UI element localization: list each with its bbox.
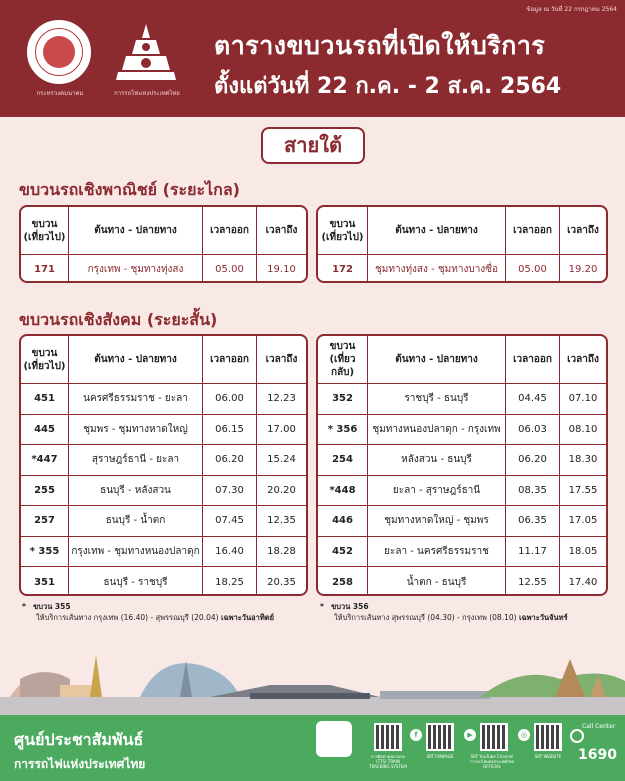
cell-arrive: 17.40 [568,576,598,588]
cell-train: 445 [21,415,69,445]
tts-app-icon[interactable] [316,721,352,757]
cell-arrive: 17.55 [568,484,598,496]
footer-subtitle: การรถไฟแห่งประเทศไทย [14,757,146,771]
short-distance-title: ขบวนรถเชิงสังคม (ระยะสั้น) [19,310,218,329]
cell-depart: 07.45 [203,506,257,536]
cell-depart: 06.35 [506,506,560,536]
skyline-illustration-icon [0,645,625,715]
qr-code-tts-icon[interactable] [374,723,402,751]
cell-route: ยะลา - นครศรีธรรมราช [368,537,506,567]
col-route: ต้นทาง - ปลายทาง [69,207,203,254]
col-train: ขบวน (เที่ยวไป) [21,207,69,254]
table-header-row [21,207,306,255]
header-banner [0,0,625,117]
cell-train: *448 [318,476,368,506]
page-subtitle-dates: ตั้งแต่วันที่ 22 ก.ค. - 2 ส.ค. 2564 [214,74,562,99]
cell-depart: 06.20 [203,445,257,475]
table-row [21,415,306,446]
cell-arrive: 12.35 [267,515,296,527]
cell-arrive: 17.00 [267,423,296,435]
srt-logo-caption: การรถไฟแห่งประเทศไทย [114,90,180,97]
cell-train: 254 [318,445,368,475]
srt-logo-icon [112,20,180,88]
qr-code-youtube-icon[interactable] [480,723,508,751]
region-label: สายใต้ [261,127,365,164]
cell-route: หลังสวน - ธนบุรี [368,445,506,475]
cell-arrive: 08.10 [568,423,598,435]
cell-depart: 06.20 [506,445,560,475]
cell-train: 446 [318,506,368,536]
cell-depart: 04.45 [506,384,560,414]
cell-arrive: 12.23 [267,393,296,405]
ministry-logo-icon [27,20,91,84]
cell-train: * 356 [318,415,368,445]
table-row [318,445,606,476]
cell-train: 258 [318,567,368,596]
col-arrive: เวลาถึง [265,225,298,236]
table-row [21,384,306,415]
cell-depart: 16.40 [203,537,257,567]
cell-arrive: 15.24 [267,454,296,466]
cell-arrive: 17.05 [568,515,598,527]
cell-depart: 18.25 [203,567,257,596]
cell-route: น้ำตก - ธนบุรี [368,567,506,596]
table-row [21,567,306,596]
cell-route: กรุงเทพ - ชุมทางหนองปลาดุก [69,537,203,567]
table-row: 171 กรุงเทพ - ชุมทางทุ่งสง 05.00 19.10 [21,255,306,283]
phone-icon [570,729,584,743]
cell-arrive: 20.35 [267,576,296,588]
cell-arrive: 18.28 [267,545,296,557]
cell-route: ธนบุรี - หลังสวน [69,476,203,506]
cell-train: 352 [318,384,368,414]
long-distance-title: ขบวนรถเชิงพาณิชย์ (ระยะไกล) [19,180,240,199]
cell-route: ชุมทางหนองปลาดุก - กรุงเทพ [368,415,506,445]
website-icon: ◎ [518,729,530,741]
cell-train: 451 [21,384,69,414]
col-depart: เวลาออก [203,207,257,254]
short-distance-right-table [316,334,608,596]
cell-train: 452 [318,537,368,567]
long-distance-right-table [316,205,608,283]
cell-train: 255 [21,476,69,506]
data-date: ข้อมูล ณ วันที่ 22 กรกฎาคม 2564 [526,6,617,13]
table-row [318,476,606,507]
note-train-355: * ขบวน 355 ให้บริการเส้นทาง กรุงเทพ (16.40) - สุพรรณบุรี (20.04) เฉพาะวันอาทิตย์ [22,602,275,622]
cell-depart: 07.30 [203,476,257,506]
table-row [318,506,606,537]
cell-train: *447 [21,445,69,475]
cell-depart: 12.55 [506,567,560,596]
footer-title: ศูนย์ประชาสัมพันธ์ [14,730,144,749]
cell-route: นครศรีธรรมราช - ยะลา [69,384,203,414]
cell-arrive: 18.05 [568,545,598,557]
page-title: ตารางขบวนรถที่เปิดให้บริการ [214,31,546,60]
cell-depart: 06.15 [203,415,257,445]
cell-arrive: 20.20 [267,484,296,496]
cell-route: ชุมทางหาดใหญ่ - ชุมพร [368,506,506,536]
long-distance-left-table [19,205,308,283]
cell-route: ราชบุรี - ธนบุรี [368,384,506,414]
cell-route: สุราษฎร์ธานี - ยะลา [69,445,203,475]
call-center-label: Call Center [582,723,616,730]
qr-code-website-icon[interactable] [534,723,562,751]
table-row: 172 ชุมทางทุ่งสง - ชุมทางบางซื่อ 05.00 19.20 [318,255,606,283]
cell-train: * 355 [21,537,69,567]
cell-depart: 08.35 [506,476,560,506]
table-row [318,567,606,596]
cell-depart: 06.00 [203,384,257,414]
cell-route: ยะลา - สุราษฎร์ธานี [368,476,506,506]
cell-train: 257 [21,506,69,536]
cell-route: ธนบุรี - น้ำตก [69,506,203,536]
cell-depart: 11.17 [506,537,560,567]
table-row [21,476,306,507]
table-row [21,537,306,568]
note-train-356: * ขบวน 356 ให้บริการเส้นทาง สุพรรณบุรี (04.30) - กรุงเทพ (08.10) เฉพาะวันจันทร์ [320,602,568,622]
table-row [21,445,306,476]
table-row [318,415,606,446]
cell-route: ธนบุรี - ราชบุรี [69,567,203,596]
qr-code-fanpage-icon[interactable] [426,723,454,751]
table-header-row: ขบวน (เที่ยวกลับ) ต้นทาง - ปลายทาง เวลาออก เวลาถึง [318,336,606,384]
table-header-row: ขบวน (เที่ยวไป) ต้นทาง - ปลายทาง เวลาออก เวลาถึง [21,336,306,384]
table-row [21,506,306,537]
cell-arrive: 18.30 [568,454,598,466]
footer-bar: ศูนย์ประชาสัมพันธ์ การรถไฟแห่งประเทศไทย การติดตามขบวนรถ (TTS) TRAIN TRACKING SYSTEM f SRT FANPAGE ▶ SRT YouTube Channel การรถไฟแห่งประเทศไทย OFFICIAL ◎ SRT WEBSITE Call Center 1690 [0,715,625,781]
table-row [318,537,606,568]
cell-train: 351 [21,567,69,596]
call-center-number: 1690 [578,747,617,763]
table-header-row: ขบวน (เที่ยวไป) ต้นทาง - ปลายทาง เวลาออก เวลาถึง [318,207,606,255]
youtube-icon: ▶ [464,729,476,741]
table-row [318,384,606,415]
cell-route: ชุมพร - ชุมทางหาดใหญ่ [69,415,203,445]
cell-arrive: 07.10 [568,393,598,405]
ministry-logo-caption: กระทรวงคมนาคม [36,90,84,97]
short-distance-left-table [19,334,308,596]
facebook-icon: f [410,729,422,741]
cell-depart: 06.03 [506,415,560,445]
